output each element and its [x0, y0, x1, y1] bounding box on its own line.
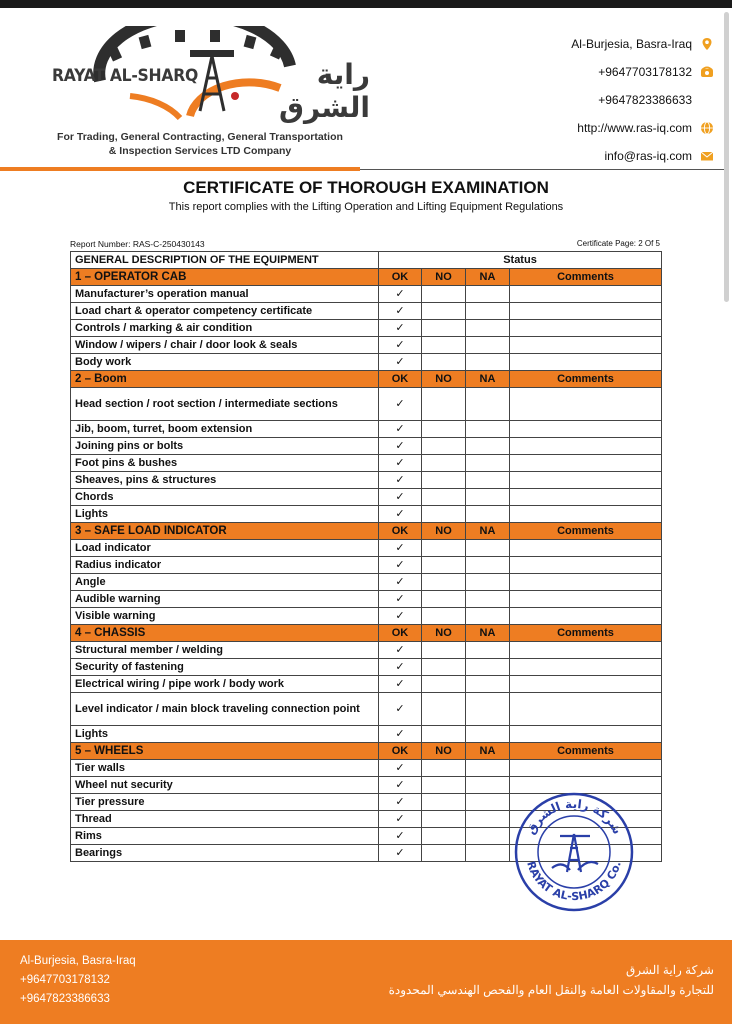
- company-logo: [40, 26, 370, 166]
- na-cell: [466, 760, 510, 777]
- ok-check-mark: ✓: [379, 557, 422, 574]
- na-cell: [466, 693, 510, 726]
- item-description: Foot pins & bushes: [71, 455, 379, 472]
- na-cell: [466, 845, 510, 862]
- ok-check-mark: ✓: [379, 421, 422, 438]
- table-row: [71, 506, 662, 523]
- section-header-row: [71, 269, 662, 286]
- comments-cell: [510, 557, 662, 574]
- section-title: 4 – CHASSIS: [71, 625, 379, 642]
- item-description: Audible warning: [71, 591, 379, 608]
- footer-contact: [20, 952, 136, 1009]
- certificate-subtitle: This report complies with the Lifting Operation and Lifting Equipment Regulations: [168, 201, 564, 213]
- ok-check-mark: ✓: [379, 693, 422, 726]
- logo-english-text: RAYAT AL-SHARQ: [52, 66, 198, 86]
- item-description: Head section / root section / intermediate sections: [71, 388, 379, 421]
- no-cell: [422, 642, 466, 659]
- item-description: Tier pressure: [71, 794, 379, 811]
- na-cell: [466, 608, 510, 625]
- col-na-label: NA: [466, 269, 510, 286]
- page-footer: [0, 940, 732, 1024]
- no-cell: [422, 320, 466, 337]
- window-top-bar: [0, 0, 732, 8]
- location-pin-icon: [700, 37, 714, 51]
- table-row: [71, 438, 662, 455]
- col-ok-label: OK: [379, 523, 422, 540]
- no-cell: [422, 811, 466, 828]
- ok-check-mark: ✓: [379, 828, 422, 845]
- footer-phone-1: +9647703178132: [20, 974, 110, 986]
- na-cell: [466, 320, 510, 337]
- header-status: Status: [379, 252, 662, 269]
- item-description: Joining pins or bolts: [71, 438, 379, 455]
- comments-cell: [510, 286, 662, 303]
- comments-cell: [510, 506, 662, 523]
- contact-email[interactable]: [571, 142, 714, 170]
- comments-cell: [510, 540, 662, 557]
- na-cell: [466, 286, 510, 303]
- phone-2-text: +9647823386633: [598, 93, 692, 107]
- no-cell: [422, 337, 466, 354]
- item-description: Controls / marking & air condition: [71, 320, 379, 337]
- comments-cell: [510, 659, 662, 676]
- item-description: Load indicator: [71, 540, 379, 557]
- comments-cell: [510, 388, 662, 421]
- section-title: 1 – OPERATOR CAB: [71, 269, 379, 286]
- contact-info: [571, 30, 714, 170]
- item-description: Chords: [71, 489, 379, 506]
- ok-check-mark: ✓: [379, 303, 422, 320]
- contact-phone-1: [571, 58, 714, 86]
- item-description: Bearings: [71, 845, 379, 862]
- section-header-row: [71, 625, 662, 642]
- no-cell: [422, 845, 466, 862]
- na-cell: [466, 506, 510, 523]
- ok-check-mark: ✓: [379, 337, 422, 354]
- comments-cell: [510, 320, 662, 337]
- item-description: Security of fastening: [71, 659, 379, 676]
- ok-check-mark: ✓: [379, 794, 422, 811]
- ok-check-mark: ✓: [379, 455, 422, 472]
- na-cell: [466, 811, 510, 828]
- no-cell: [422, 693, 466, 726]
- no-cell: [422, 777, 466, 794]
- item-description: Angle: [71, 574, 379, 591]
- ok-check-mark: ✓: [379, 354, 422, 371]
- section-header-row: [71, 523, 662, 540]
- ok-check-mark: ✓: [379, 777, 422, 794]
- na-cell: [466, 557, 510, 574]
- col-ok-label: OK: [379, 371, 422, 388]
- comments-cell: [510, 760, 662, 777]
- no-cell: [422, 489, 466, 506]
- col-comments-label: Comments: [510, 269, 662, 286]
- na-cell: [466, 455, 510, 472]
- comments-cell: [510, 438, 662, 455]
- col-na-label: NA: [466, 523, 510, 540]
- report-number: Report Number: RAS-C-250430143: [70, 239, 205, 249]
- no-cell: [422, 421, 466, 438]
- ok-check-mark: ✓: [379, 676, 422, 693]
- contact-website[interactable]: [571, 114, 714, 142]
- table-row: [71, 303, 662, 320]
- comments-cell: [510, 726, 662, 743]
- ok-check-mark: ✓: [379, 726, 422, 743]
- comments-cell: [510, 303, 662, 320]
- section-header-row: [71, 371, 662, 388]
- item-description: Lights: [71, 506, 379, 523]
- comments-cell: [510, 574, 662, 591]
- table-row: [71, 354, 662, 371]
- na-cell: [466, 472, 510, 489]
- item-description: Sheaves, pins & structures: [71, 472, 379, 489]
- table-row: [71, 760, 662, 777]
- table-row: [71, 676, 662, 693]
- ok-check-mark: ✓: [379, 591, 422, 608]
- email-text[interactable]: info@ras-iq.com: [604, 149, 692, 163]
- no-cell: [422, 506, 466, 523]
- item-description: Visible warning: [71, 608, 379, 625]
- table-row: [71, 388, 662, 421]
- ok-check-mark: ✓: [379, 540, 422, 557]
- col-comments-label: Comments: [510, 523, 662, 540]
- no-cell: [422, 760, 466, 777]
- address-text: Al-Burjesia, Basra-Iraq: [571, 37, 692, 51]
- na-cell: [466, 794, 510, 811]
- contact-phone-2: [571, 86, 714, 114]
- tagline-line-1: For Trading, General Contracting, General Transportation: [57, 131, 343, 143]
- na-cell: [466, 828, 510, 845]
- item-description: Thread: [71, 811, 379, 828]
- no-cell: [422, 455, 466, 472]
- table-row: [71, 320, 662, 337]
- header-gray-rule: [360, 169, 724, 170]
- footer-phone-2: +9647823386633: [20, 993, 110, 1005]
- item-description: Lights: [71, 726, 379, 743]
- table-row: [71, 591, 662, 608]
- na-cell: [466, 642, 510, 659]
- company-tagline: [50, 130, 350, 158]
- blank-icon-slot: [700, 93, 714, 107]
- ok-check-mark: ✓: [379, 760, 422, 777]
- no-cell: [422, 303, 466, 320]
- table-row: [71, 557, 662, 574]
- comments-cell: [510, 354, 662, 371]
- item-description: Wheel nut security: [71, 777, 379, 794]
- item-description: Structural member / welding: [71, 642, 379, 659]
- table-row: [71, 472, 662, 489]
- col-ok-label: OK: [379, 625, 422, 642]
- ok-check-mark: ✓: [379, 286, 422, 303]
- phone-1-text: +9647703178132: [598, 65, 692, 79]
- section-header-row: [71, 743, 662, 760]
- examination-table: [70, 251, 662, 862]
- ok-check-mark: ✓: [379, 472, 422, 489]
- na-cell: [466, 388, 510, 421]
- col-comments-label: Comments: [510, 743, 662, 760]
- comments-cell: [510, 337, 662, 354]
- na-cell: [466, 421, 510, 438]
- col-ok-label: OK: [379, 269, 422, 286]
- na-cell: [466, 303, 510, 320]
- footer-arabic-line-1: شركة راية الشرق: [625, 963, 714, 977]
- item-description: Load chart & operator competency certificate: [71, 303, 379, 320]
- item-description: Rims: [71, 828, 379, 845]
- table-row: [71, 608, 662, 625]
- col-no-label: NO: [422, 371, 466, 388]
- ok-check-mark: ✓: [379, 388, 422, 421]
- no-cell: [422, 388, 466, 421]
- item-description: Tier walls: [71, 760, 379, 777]
- table-row: [71, 286, 662, 303]
- col-comments-label: Comments: [510, 371, 662, 388]
- na-cell: [466, 540, 510, 557]
- table-row: [71, 337, 662, 354]
- na-cell: [466, 337, 510, 354]
- na-cell: [466, 659, 510, 676]
- contact-address: [571, 30, 714, 58]
- comments-cell: [510, 693, 662, 726]
- no-cell: [422, 540, 466, 557]
- table-row: [71, 421, 662, 438]
- table-row: [71, 489, 662, 506]
- ok-check-mark: ✓: [379, 506, 422, 523]
- col-ok-label: OK: [379, 743, 422, 760]
- item-description: Radius indicator: [71, 557, 379, 574]
- item-description: Jib, boom, turret, boom extension: [71, 421, 379, 438]
- col-no-label: NO: [422, 743, 466, 760]
- na-cell: [466, 354, 510, 371]
- item-description: Electrical wiring / pipe work / body work: [71, 676, 379, 693]
- no-cell: [422, 472, 466, 489]
- table-row: [71, 540, 662, 557]
- footer-address: Al-Burjesia, Basra-Iraq: [20, 955, 136, 967]
- no-cell: [422, 608, 466, 625]
- comments-cell: [510, 642, 662, 659]
- no-cell: [422, 574, 466, 591]
- comments-cell: [510, 676, 662, 693]
- na-cell: [466, 438, 510, 455]
- no-cell: [422, 591, 466, 608]
- table-row: [71, 642, 662, 659]
- phone-icon: [700, 65, 714, 79]
- ok-check-mark: ✓: [379, 320, 422, 337]
- stamp-latin-text: RAYAT AL-SHARQ Co.: [524, 859, 624, 904]
- ok-check-mark: ✓: [379, 811, 422, 828]
- col-comments-label: Comments: [510, 625, 662, 642]
- na-cell: [466, 574, 510, 591]
- no-cell: [422, 659, 466, 676]
- table-row: [71, 726, 662, 743]
- logo-arabic-text: راية الشرق: [278, 58, 370, 124]
- no-cell: [422, 676, 466, 693]
- certificate-title: CERTIFICATE OF THOROUGH EXAMINATION: [183, 178, 549, 197]
- col-no-label: NO: [422, 625, 466, 642]
- col-na-label: NA: [466, 371, 510, 388]
- na-cell: [466, 489, 510, 506]
- ok-check-mark: ✓: [379, 438, 422, 455]
- certificate-page: Certificate Page: 2 Of 5: [576, 239, 660, 248]
- col-na-label: NA: [466, 625, 510, 642]
- footer-arabic-line-2: للتجارة والمقاولات العامة والنقل العام والفحص الهندسي المحدودة: [388, 983, 714, 997]
- no-cell: [422, 557, 466, 574]
- comments-cell: [510, 489, 662, 506]
- na-cell: [466, 591, 510, 608]
- comments-cell: [510, 421, 662, 438]
- envelope-icon: [700, 149, 714, 163]
- website-text[interactable]: http://www.ras-iq.com: [577, 121, 692, 135]
- section-title: 3 – SAFE LOAD INDICATOR: [71, 523, 379, 540]
- no-cell: [422, 438, 466, 455]
- na-cell: [466, 777, 510, 794]
- ok-check-mark: ✓: [379, 574, 422, 591]
- comments-cell: [510, 591, 662, 608]
- comments-cell: [510, 472, 662, 489]
- col-no-label: NO: [422, 269, 466, 286]
- col-no-label: NO: [422, 523, 466, 540]
- ok-check-mark: ✓: [379, 642, 422, 659]
- col-na-label: NA: [466, 743, 510, 760]
- scrollbar[interactable]: [724, 12, 729, 302]
- no-cell: [422, 794, 466, 811]
- footer-arabic-company: [389, 960, 714, 1000]
- table-header-row: [71, 252, 662, 269]
- item-description: Manufacturer’s operation manual: [71, 286, 379, 303]
- table-row: [71, 659, 662, 676]
- no-cell: [422, 726, 466, 743]
- header-orange-rule: [0, 167, 360, 171]
- table-row: [71, 574, 662, 591]
- comments-cell: [510, 455, 662, 472]
- table-row: [71, 455, 662, 472]
- section-title: 5 – WHEELS: [71, 743, 379, 760]
- ok-check-mark: ✓: [379, 489, 422, 506]
- tagline-line-2: & Inspection Services LTD Company: [108, 145, 292, 157]
- comments-cell: [510, 608, 662, 625]
- ok-check-mark: ✓: [379, 659, 422, 676]
- item-description: Body work: [71, 354, 379, 371]
- table-row: [71, 693, 662, 726]
- globe-icon: [700, 121, 714, 135]
- stamp-arabic-text: شركة راية الشرق: [523, 796, 625, 837]
- company-stamp: [512, 790, 636, 914]
- item-description: Level indicator / main block traveling connection point: [71, 693, 379, 726]
- ok-check-mark: ✓: [379, 845, 422, 862]
- ok-check-mark: ✓: [379, 608, 422, 625]
- no-cell: [422, 354, 466, 371]
- section-title: 2 – Boom: [71, 371, 379, 388]
- no-cell: [422, 828, 466, 845]
- header-description: GENERAL DESCRIPTION OF THE EQUIPMENT: [71, 252, 379, 269]
- no-cell: [422, 286, 466, 303]
- na-cell: [466, 726, 510, 743]
- na-cell: [466, 676, 510, 693]
- stamp-derrick-icon: [552, 834, 598, 872]
- item-description: Window / wipers / chair / door look & seals: [71, 337, 379, 354]
